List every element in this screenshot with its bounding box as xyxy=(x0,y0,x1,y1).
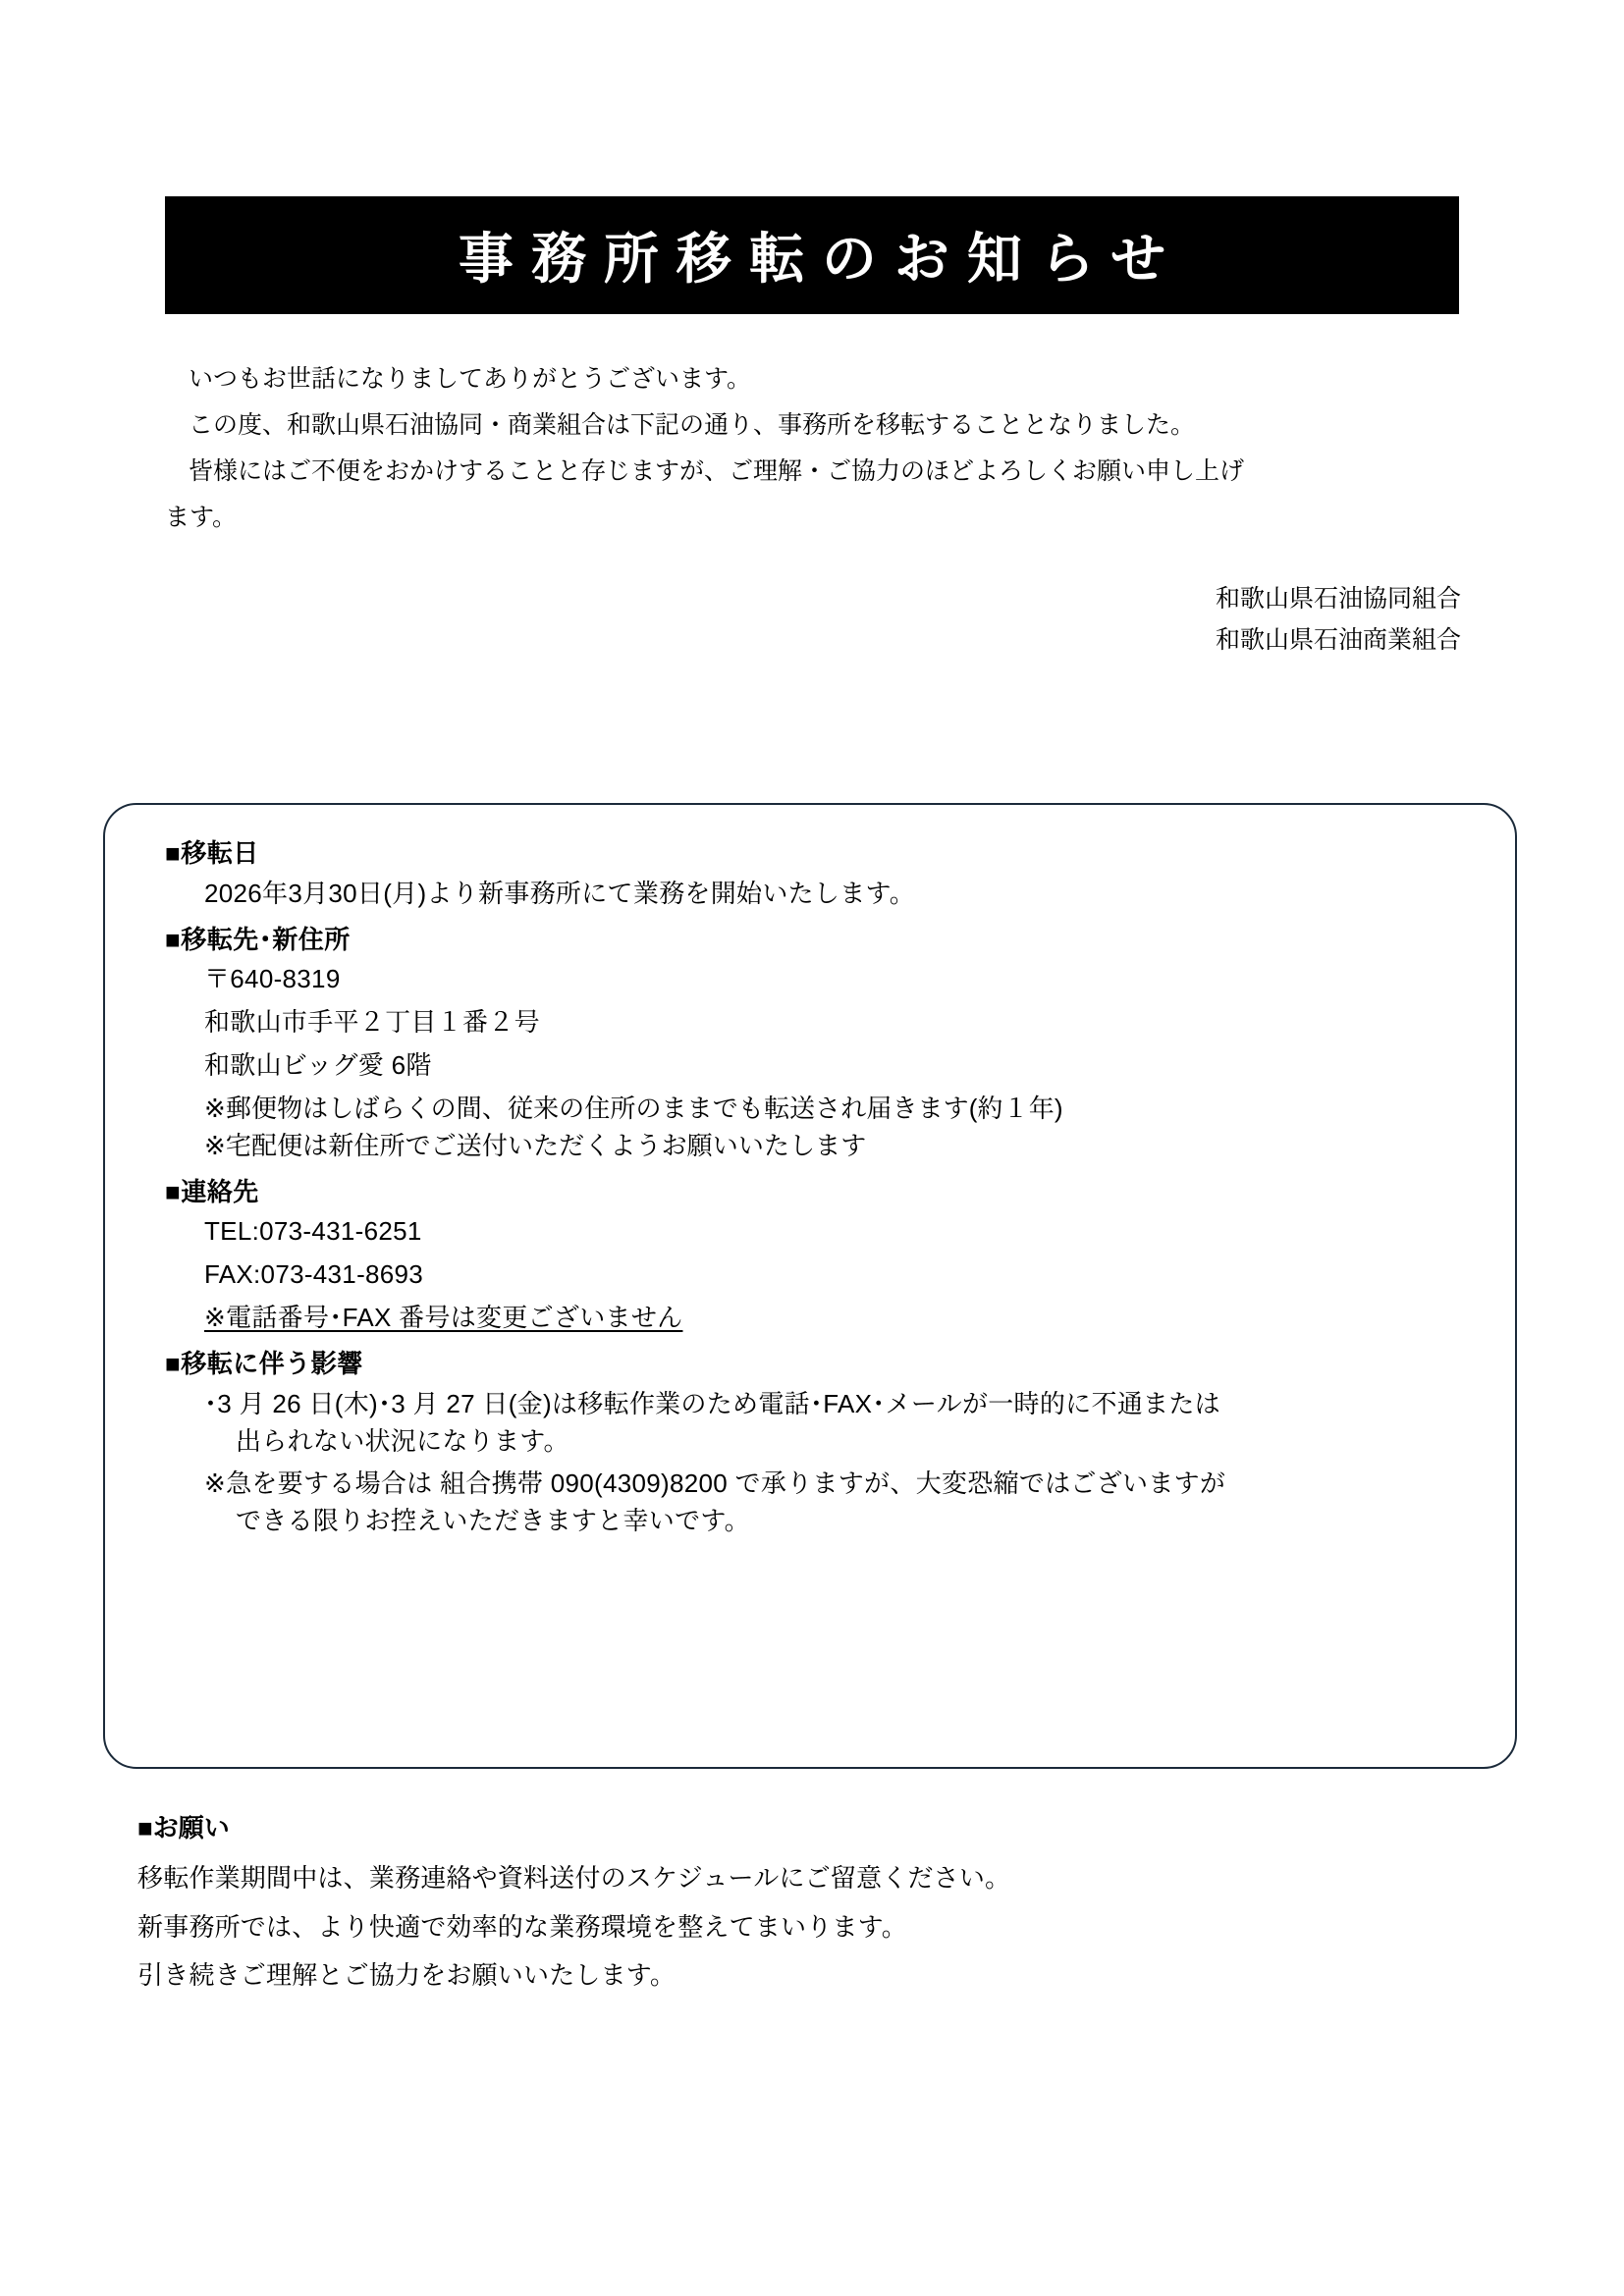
page-title-banner xyxy=(165,196,1459,314)
page-title: 事務所移転のお知らせ xyxy=(458,230,1184,291)
intro-line-3: 皆様にはご不便をおかけすることと存じますが、ご理解・ご協力のほどよろしくお願い申し上げ xyxy=(189,458,1245,485)
impact-line-2: 出られない状況になります。 xyxy=(236,1425,569,1456)
phone-unchanged-note: ※電話番号･FAX 番号は変更ございません xyxy=(204,1303,683,1333)
moving-date-line: 2026年3月30日(月)より新事務所にて業務を開始いたします。 xyxy=(204,878,916,908)
signature-line-2: 和歌山県石油商業組合 xyxy=(1215,626,1461,654)
intro-line-2: この度、和歌山県石油協同・商業組合は下記の通り、事務所を移転することとなりました。 xyxy=(189,412,1196,439)
section-body-impact xyxy=(165,1387,1471,1538)
intro-line-1: いつもお世話になりましてありがとうございます。 xyxy=(189,366,752,393)
section-heading-moving-date: ■移転日 xyxy=(165,838,259,868)
mail-forwarding-note: ※郵便物はしばらくの間、従来の住所のままでも転送され届きます(約１年) xyxy=(204,1093,1063,1123)
urgent-contact-line: ※急を要する場合は 組合携帯 090(4309)8200 で承りますが、大変恐縮ではございますが xyxy=(204,1468,1226,1499)
section-heading-impact: ■移転に伴う影響 xyxy=(165,1348,363,1378)
signature-block xyxy=(165,579,1461,661)
building-line: 和歌山ビッグ愛 6階 xyxy=(204,1050,432,1081)
section-body-moving-date xyxy=(165,877,1471,911)
tel-line: TEL:073-431-6251 xyxy=(204,1216,422,1247)
urgent-contact-line-2: できる限りお控えいただきますと幸いです。 xyxy=(236,1506,750,1536)
address-line: 和歌山市手平２丁目１番２号 xyxy=(204,1007,540,1038)
intro-paragraphs xyxy=(165,358,1461,543)
fax-line: FAX:073-431-8693 xyxy=(204,1259,424,1290)
section-heading-contact: ■連絡先 xyxy=(165,1176,259,1206)
delivery-note: ※宅配便は新住所でご送付いただくようお願いいたします xyxy=(204,1130,867,1160)
section-body-new-address xyxy=(165,962,1471,1162)
request-line-1: 移転作業期間中は、業務連絡や資料送付のスケジュールにご留意ください。 xyxy=(137,1863,1011,1894)
postal-code-line: 〒640-8319 xyxy=(204,964,341,994)
request-block xyxy=(137,1804,1473,2001)
intro-line-4: ます。 xyxy=(165,505,238,531)
section-body-contact xyxy=(165,1214,1471,1334)
impact-line-1: ･3 月 26 日(木)･3 月 27 日(金)は移転作業のため電話･FAX･メールが一時的に不通または xyxy=(204,1388,1220,1418)
details-content xyxy=(165,836,1471,1550)
request-line-3: 引き続きご理解とご協力をお願いいたします。 xyxy=(137,1960,677,1991)
section-heading-new-address: ■移転先･新住所 xyxy=(165,924,351,954)
request-line-2: 新事務所では、より快適で効率的な業務環境を整えてまいります。 xyxy=(137,1911,907,1942)
request-heading: ■お願い xyxy=(137,1813,230,1842)
signature-line-1: 和歌山県石油協同組合 xyxy=(1215,586,1461,613)
